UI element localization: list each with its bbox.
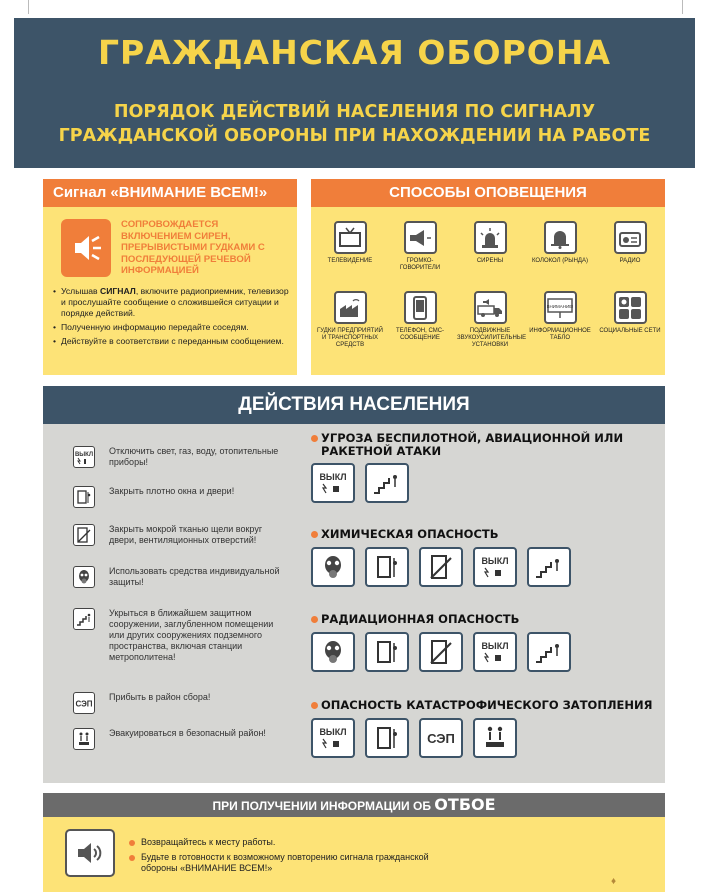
all-clear-title-bold: ОТБОЕ <box>434 795 496 814</box>
bullet-bold-text: СИГНАЛ <box>100 286 136 296</box>
action-text: Использовать средства индивидуальной защиты! <box>109 566 280 587</box>
siren-icon <box>474 221 507 254</box>
close-window-icon <box>365 547 409 587</box>
threat-air-attack <box>311 432 631 503</box>
method-item <box>527 291 593 342</box>
power-off-icon <box>473 632 517 672</box>
population-actions-panel <box>43 386 665 783</box>
shelter-stairs-icon <box>365 463 409 503</box>
method-item <box>457 221 523 265</box>
signal-bullet: • Полученную информацию передайте соседям. <box>53 322 293 333</box>
method-label: ГУДКИ ПРЕДПРИЯТИЙ И ТРАНСПОРТНЫХ СРЕДСТВ <box>317 328 383 348</box>
tv-icon <box>334 221 367 254</box>
method-label: СИРЕНЫ <box>476 258 504 264</box>
info-board-icon <box>544 291 577 324</box>
shelter-stairs-icon <box>527 632 571 672</box>
method-label: РАДИО <box>619 258 641 264</box>
close-window-icon <box>365 632 409 672</box>
all-clear-bullet: Будьте в готовности к возможному повторению сигнала гражданской обороны «ВНИМАНИЕ ВСЕМ!» <box>129 852 449 875</box>
method-label: ИНФОРМАЦИОННОЕ ТАБЛО <box>529 328 591 341</box>
close-window-icon <box>73 486 95 508</box>
speaker-icon <box>61 219 111 277</box>
threat-title: РАДИАЦИОННАЯ ОПАСНОСТЬ <box>311 613 571 626</box>
method-label: СОЦИАЛЬНЫЕ СЕТИ <box>599 328 661 334</box>
truck-speaker-icon <box>474 291 507 324</box>
threat-flooding <box>311 699 652 758</box>
actions-title: ДЕЙСТВИЯ НАСЕЛЕНИЯ <box>43 386 665 424</box>
signal-panel <box>43 179 297 375</box>
action-row <box>73 446 289 468</box>
action-text: Закрыть мокрой тканью щели вокруг двери, вентиляционных отверстий! <box>109 524 263 545</box>
method-item <box>387 221 453 272</box>
sep-label: СЭП <box>427 730 455 746</box>
seal-gaps-icon <box>419 547 463 587</box>
method-label: ПОДВИЖНЫЕ ЗВУКОУСИЛИТЕЛЬНЫЕ УСТАНОВКИ <box>457 328 527 348</box>
method-item <box>317 221 383 265</box>
threat-icons <box>311 463 631 503</box>
all-clear-instructions <box>129 837 449 878</box>
off-label: ВЫКЛ <box>481 640 509 651</box>
action-text: Прибыть в район сбора! <box>109 692 211 702</box>
threat-title: ОПАСНОСТЬ КАТАСТРОФИЧЕСКОГО ЗАТОПЛЕНИЯ <box>311 699 652 712</box>
radio-icon <box>614 221 647 254</box>
method-item <box>527 221 593 265</box>
header-banner <box>14 18 695 168</box>
method-label: ТЕЛЕФОН, СМС-СООБЩЕНИЕ <box>395 328 445 341</box>
phone-icon <box>404 291 437 324</box>
all-clear-title <box>43 793 665 817</box>
social-networks-icon <box>614 291 647 324</box>
methods-title: СПОСОБЫ ОПОВЕЩЕНИЯ <box>311 179 665 207</box>
seal-gaps-icon <box>73 524 95 546</box>
method-item <box>597 291 663 335</box>
action-text: Укрыться в ближайшем защитном сооружении, заглубленном помещении или других сооружениях подземного пространства, включая станции метрополитена! <box>109 608 274 662</box>
threat-icons <box>311 632 571 672</box>
subtitle-line-1: ПОРЯДОК ДЕЙСТВИЙ НАСЕЛЕНИЯ ПО СИГНАЛУ <box>113 102 596 122</box>
signal-description: СОПРОВОЖДАЕТСЯ ВКЛЮЧЕНИЕМ СИРЕН, ПРЕРЫВИСТЫМИ ГУДКАМИ С ПОСЛЕДУЮЩЕЙ РЕЧЕВОЙ ИНФОРМАЦИЕЙ <box>121 219 265 276</box>
off-label: ВЫКЛ <box>481 555 509 566</box>
action-row <box>73 608 289 663</box>
action-text: Отключить свет, газ, воду, отопительные приборы! <box>109 446 279 467</box>
threat-icons <box>311 547 571 587</box>
evacuation-icon <box>473 718 517 758</box>
off-label: ВЫКЛ <box>319 726 347 737</box>
bullet-text: Услышав <box>61 286 100 296</box>
factory-horn-icon <box>334 291 367 324</box>
signal-bullet: • Действуйте в соответствии с переданным сообщением. <box>53 336 293 347</box>
gas-mask-icon <box>311 547 355 587</box>
threat-chemical <box>311 528 571 587</box>
speaker-icon <box>65 829 115 877</box>
threat-radiation <box>311 613 571 672</box>
signal-instructions <box>53 286 293 350</box>
method-label: ТЕЛЕВИДЕНИЕ <box>327 258 373 264</box>
notification-methods-panel <box>311 179 665 375</box>
page-subtitle <box>14 100 695 148</box>
all-clear-panel <box>43 793 665 892</box>
gas-mask-icon <box>73 566 95 588</box>
bell-icon <box>544 221 577 254</box>
signal-bullet <box>53 286 293 319</box>
sep-label: СЭП <box>75 699 93 709</box>
action-text: Закрыть плотно окна и двери! <box>109 486 235 496</box>
assembly-point-icon <box>73 692 95 714</box>
off-label: ВЫКЛ <box>75 452 93 458</box>
method-item <box>457 291 527 349</box>
action-row <box>73 728 289 750</box>
method-item <box>387 291 453 342</box>
threat-title: ХИМИЧЕСКАЯ ОПАСНОСТЬ <box>311 528 571 541</box>
assembly-point-icon <box>419 718 463 758</box>
signal-title: Сигнал «ВНИМАНИЕ ВСЕМ!» <box>43 179 297 207</box>
shelter-stairs-icon <box>527 547 571 587</box>
power-off-icon <box>311 718 355 758</box>
method-item <box>317 291 383 349</box>
board-text: ВНИМАНИЕ! <box>547 303 573 309</box>
power-off-icon <box>473 547 517 587</box>
action-row <box>73 524 289 546</box>
threat-icons <box>311 718 652 758</box>
power-off-icon <box>311 463 355 503</box>
method-item <box>597 221 663 265</box>
emblem-icon: ♦ <box>611 876 617 887</box>
threat-title: УГРОЗА БЕСПИЛОТНОЙ, АВИАЦИОННОЙ ИЛИ РАКЕТНОЙ АТАКИ <box>311 432 631 457</box>
power-off-icon <box>73 446 95 468</box>
off-label: ВЫКЛ <box>319 472 347 482</box>
subtitle-line-2: ГРАЖДАНСКОЙ ОБОРОНЫ ПРИ НАХОЖДЕНИИ НА РАБОТЕ <box>58 126 651 146</box>
action-row <box>73 566 289 588</box>
evacuation-icon <box>73 728 95 750</box>
action-text: Эвакуироваться в безопасный район! <box>109 728 266 738</box>
gas-mask-icon <box>311 632 355 672</box>
method-label: КОЛОКОЛ (РЫНДА) <box>532 258 588 264</box>
seal-gaps-icon <box>419 632 463 672</box>
method-label: ГРОМКО-ГОВОРИТЕЛИ <box>399 258 441 271</box>
loudspeaker-icon <box>404 221 437 254</box>
all-clear-bullet: Возвращайтесь к месту работы. <box>129 837 449 849</box>
close-window-icon <box>365 718 409 758</box>
shelter-stairs-icon <box>73 608 95 630</box>
all-clear-title-text: ПРИ ПОЛУЧЕНИИ ИНФОРМАЦИИ ОБ <box>212 799 435 813</box>
page-title: ГРАЖДАНСКАЯ ОБОРОНА <box>98 33 611 72</box>
action-row <box>73 486 289 508</box>
action-row <box>73 692 289 714</box>
bullet-text: , включите радиоприемник, телевизор и прослушайте сообщение о сложившейся ситуации и порядке действий. <box>61 286 289 318</box>
